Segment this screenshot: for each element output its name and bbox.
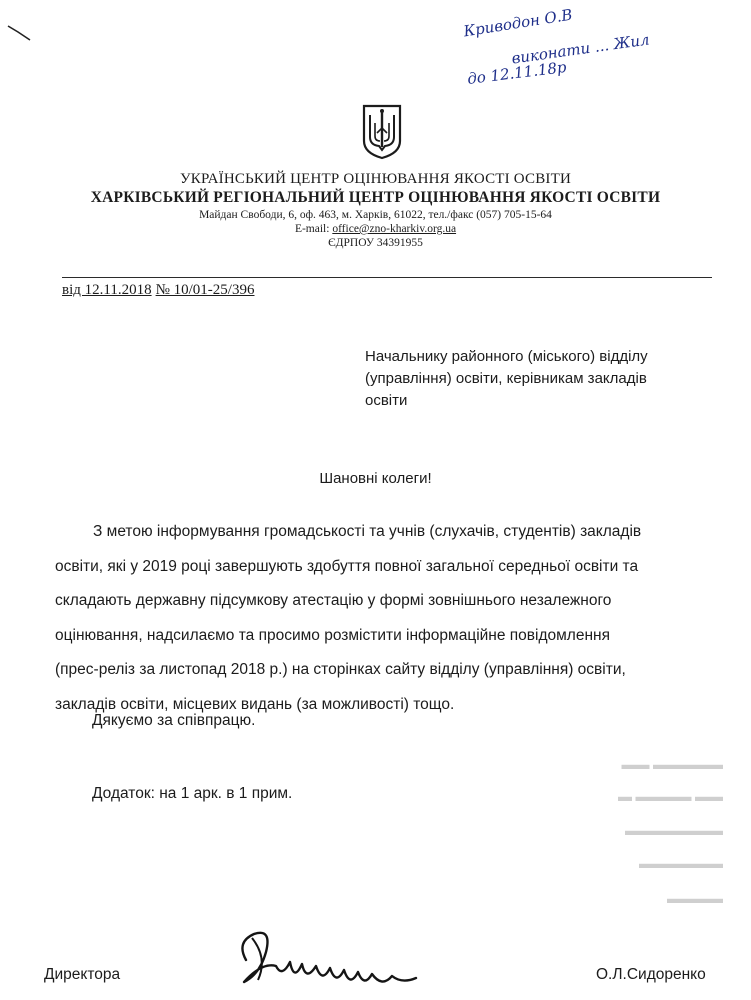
body-line-4: оцінювання, надсилаємо та просимо розмістити інформаційне повідомлення bbox=[55, 626, 610, 644]
handwritten-resolution bbox=[455, 5, 745, 89]
body-line-5: (прес-реліз за листопад 2018 р.) на сторінках сайту відділу (управління) освіти, bbox=[55, 661, 626, 678]
handwritten-line-1: Криводон О.В bbox=[462, 5, 574, 41]
bleed-through-text: ▬▬ ▬▬▬▬▬ bbox=[621, 758, 723, 773]
signatory-name: О.Л.Сидоренко bbox=[596, 966, 706, 983]
handwritten-signature bbox=[232, 922, 422, 1000]
org-name-ukraine: УКРАЇНСЬКИЙ ЦЕНТР ОЦІНЮВАННЯ ЯКОСТІ ОСВІТИ bbox=[179, 171, 572, 187]
email-link[interactable]: office@zno-kharkiv.org.ua bbox=[332, 223, 457, 235]
handwritten-line-3: до 12.11.18р bbox=[466, 57, 568, 89]
letter-body bbox=[55, 515, 711, 722]
coat-of-arms-icon bbox=[361, 103, 403, 161]
signatory-title: Директора bbox=[44, 966, 121, 983]
addressee-block bbox=[365, 346, 710, 412]
body-line-2: освіти, які у 2019 році завершують здобуття повної загальної середньої освіти та bbox=[55, 557, 639, 575]
addressee-line-1: Начальнику районного (міського) відділу bbox=[365, 348, 648, 365]
org-email-line bbox=[0, 222, 751, 236]
email-label: E-mail: bbox=[294, 223, 330, 235]
attachment-line: Додаток: на 1 арк. в 1 прим. bbox=[92, 785, 293, 802]
bleed-through-text: ▬▬▬▬ bbox=[667, 892, 723, 907]
document-number: № 10/01-25/396 bbox=[155, 282, 255, 298]
bleed-through-text: ▬▬▬▬▬▬ bbox=[639, 857, 723, 872]
org-name-kharkiv: ХАРКІВСЬКИЙ РЕГІОНАЛЬНИЙ ЦЕНТР ОЦІНЮВАННЯ ЯКОСТІ ОСВІТИ bbox=[90, 189, 661, 206]
letterhead bbox=[0, 170, 751, 250]
addressee-line-2: (управління) освіти, керівникам закладів bbox=[365, 370, 647, 387]
addressee-line-3: освіти bbox=[365, 392, 408, 409]
greeting: Шановні колеги! bbox=[319, 470, 432, 487]
document-date: від 12.11.2018 bbox=[62, 282, 152, 298]
body-line-3: складають державну підсумкову атестацію у формі зовнішнього незалежного bbox=[55, 592, 612, 609]
handwritten-line-2: виконати ... Жил bbox=[510, 30, 651, 68]
org-edrpou: ЄДРПОУ 34391955 bbox=[328, 237, 423, 249]
bleed-through-text: ▬ ▬▬▬▬ ▬▬ bbox=[618, 790, 723, 805]
bleed-through-text: ▬▬▬▬▬▬▬ bbox=[625, 824, 723, 839]
body-line-1: З метою інформування громадськості та учнів (слухачів, студентів) закладів bbox=[93, 523, 642, 540]
body-line-6: закладів освіти, місцевих видань (за можливості) тощо. bbox=[55, 695, 455, 713]
header-divider bbox=[62, 277, 712, 278]
pen-mark-icon bbox=[6, 22, 32, 44]
thanks-line: Дякуємо за співпрацю. bbox=[92, 712, 256, 729]
document-reference bbox=[62, 282, 254, 299]
org-address: Майдан Свободи, 6, оф. 463, м. Харків, 61022, тел./факс (057) 705-15-64 bbox=[199, 209, 552, 221]
